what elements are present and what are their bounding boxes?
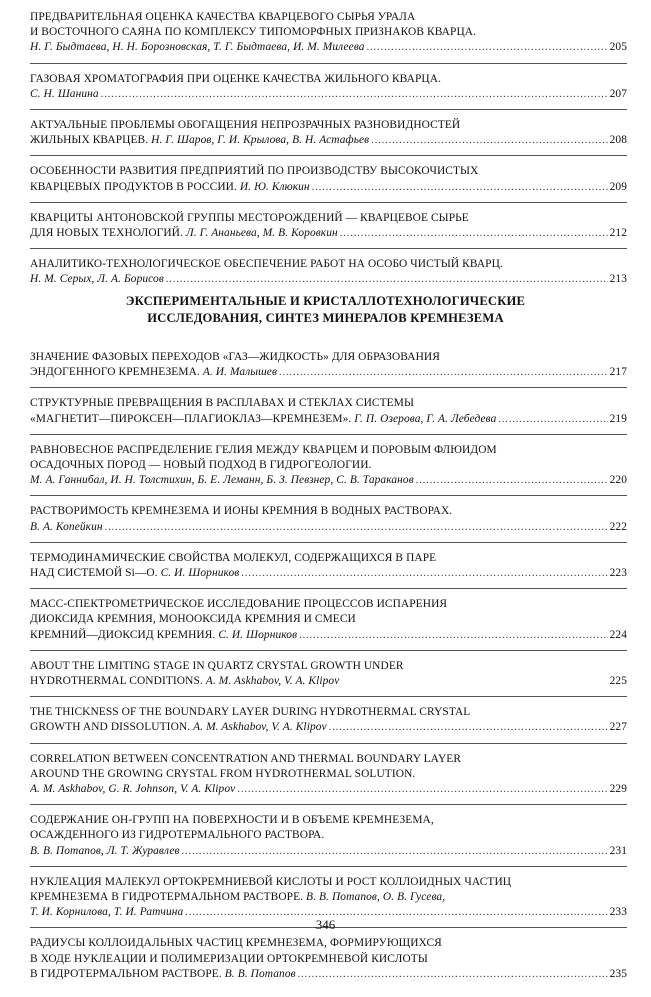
toc-group-1: [0, 10, 651, 303]
toc-entry: [30, 257, 627, 294]
entry-title-text: «МАГНЕТИТ—ПИРОКСЕН—ПЛАГИОКЛАЗ—КРЕМНЕЗЕМ».: [30, 412, 352, 425]
entry-leader-line: [30, 720, 627, 735]
entry-authors: В. А. Копейкин: [30, 520, 103, 533]
entry-title-line: ОСАДОЧНЫХ ПОРОД — НОВЫЙ ПОДХОД В ГИДРОГЕОЛОГИИ.: [30, 459, 372, 472]
entry-leader-line: [30, 226, 627, 241]
entry-last-text: [30, 473, 414, 488]
toc-entry: [30, 164, 627, 202]
entry-title-line: И ВОСТОЧНОГО САЯНА ПО КОМПЛЕКСУ ТИПОМОРФНЫХ ПРИЗНАКОВ КВАРЦА.: [30, 26, 477, 39]
entry-leader-line: [30, 180, 627, 195]
entry-leader-line: [30, 967, 627, 982]
entry-authors: В. В. Потапов: [224, 967, 296, 980]
entry-authors: Л. Г. Ананьева, М. В. Коровкин: [185, 227, 338, 240]
entry-page-number: 231: [609, 844, 627, 857]
toc-entry: [30, 350, 627, 388]
entry-title-line: ОСАЖДЕННОГО ИЗ ГИДРОТЕРМАЛЬНОГО РАСТВОРА.: [30, 829, 325, 842]
entry-page-number: 217: [609, 366, 627, 379]
entry-last-text: [30, 720, 327, 735]
dot-leader: [416, 473, 608, 488]
entry-last-text: [30, 365, 277, 380]
entry-leader-line: [30, 628, 627, 643]
dot-leader: [498, 412, 607, 427]
section-heading-line-2: ИССЛЕДОВАНИЯ, СИНТЕЗ МИНЕРАЛОВ КРЕМНЕЗЕМА: [147, 311, 504, 325]
entry-last-text: [30, 844, 180, 859]
entry-title-line: ОСОБЕННОСТИ РАЗВИТИЯ ПРЕДПРИЯТИЙ ПО ПРОИЗВОДСТВУ ВЫСОКОЧИСТЫХ: [30, 165, 479, 178]
entry-authors: Н. Г. Шаров, Г. И. Крылова, В. Н. Астафьев: [151, 134, 370, 147]
entry-leader-line: [30, 782, 627, 797]
entry-authors: Г. П. Озерова, Г. А. Лебедева: [354, 412, 497, 425]
dot-leader: [299, 628, 608, 643]
entry-leader-line: [30, 412, 627, 427]
entry-last-text: [30, 967, 296, 982]
entry-authors: В. В. Потапов, О. В. Гусева,: [306, 891, 446, 904]
entry-title-text: КРЕМНИЙ—ДИОКСИД КРЕМНИЯ.: [30, 628, 216, 641]
dot-leader: [367, 40, 608, 55]
entry-last-text: [30, 40, 365, 55]
entry-title-line: CORRELATION BETWEEN CONCENTRATION AND THERMAL BOUNDARY LAYER: [30, 752, 462, 765]
entry-last-text: [30, 180, 310, 195]
dot-leader: [312, 180, 608, 195]
entry-title-line: ГАЗОВАЯ ХРОМАТОГРАФИЯ ПРИ ОЦЕНКЕ КАЧЕСТВА ЖИЛЬНОГО КВАРЦА.: [30, 72, 442, 85]
dot-leader: [182, 844, 608, 859]
entry-page-number: 208: [609, 134, 627, 147]
entry-title-line: АНАЛИТИКО-ТЕХНОЛОГИЧЕСКОЕ ОБЕСПЕЧЕНИЕ РАБОТ НА ОСОБО ЧИСТЫЙ КВАРЦ.: [30, 258, 503, 271]
section-heading-line-1: ЭКСПЕРИМЕНТАЛЬНЫЕ И КРИСТАЛЛОТЕХНОЛОГИЧЕСКИЕ: [125, 294, 526, 308]
entry-leader-line: [30, 87, 627, 102]
toc-entry: [30, 211, 627, 249]
entry-title-line: ЗНАЧЕНИЕ ФАЗОВЫХ ПЕРЕХОДОВ «ГАЗ—ЖИДКОСТЬ» ДЛЯ ОБРАЗОВАНИЯ: [30, 351, 440, 363]
entry-title-line: ПРЕДВАРИТЕЛЬНАЯ ОЦЕНКА КАЧЕСТВА КВАРЦЕВОГО СЫРЬЯ УРАЛА: [30, 11, 416, 23]
entry-page-number: 224: [609, 628, 627, 641]
toc-entry: [30, 936, 627, 989]
toc-entry: [30, 597, 627, 651]
entry-authors: С. И. Шорников: [160, 567, 240, 580]
toc-entry: [30, 443, 627, 497]
toc-entry: [30, 813, 627, 867]
dot-leader: [105, 520, 608, 535]
entry-title-text: КВАРЦЕВЫХ ПРОДУКТОВ В РОССИИ.: [30, 180, 237, 193]
entry-page-number: 220: [609, 474, 627, 487]
entry-last-text: [30, 628, 297, 643]
entry-page-number: 227: [609, 721, 627, 734]
toc-group-2: [0, 350, 651, 997]
toc-entry: [30, 705, 627, 743]
dot-leader: [298, 967, 608, 982]
entry-title-text: GROWTH AND DISSOLUTION.: [30, 721, 191, 734]
dot-leader: [241, 566, 607, 581]
entry-title-text: HYDROTHERMAL CONDITIONS.: [30, 675, 203, 688]
toc-entry: [30, 396, 627, 434]
entry-authors: А. И. Малышев: [202, 366, 277, 379]
entry-leader-line: [30, 674, 627, 689]
entry-leader-line: [30, 40, 627, 55]
dot-leader: [279, 365, 608, 380]
entry-page-number: 219: [609, 412, 627, 425]
entry-page-number: 207: [609, 87, 627, 100]
dot-leader: [340, 226, 608, 241]
entry-authors: Н. Г. Быдтаева, Н. Н. Борозновская, Т. Г. Быдтаева, И. М. Милеева: [30, 41, 365, 54]
entry-last-text: [30, 782, 235, 797]
entry-authors: A. M. Askhabov, V. A. Klipov: [205, 675, 340, 688]
entry-authors: М. А. Ганнибал, И. Н. Толстихин, Б. Е. Леманн, Б. З. Певзнер, С. В. Тараканов: [30, 474, 414, 487]
toc-entry: [30, 752, 627, 806]
entry-page-number: 212: [609, 227, 627, 240]
entry-authors: A. M. Askhabov, G. R. Johnson, V. A. Klipov: [30, 783, 236, 796]
entry-leader-line: [30, 566, 627, 581]
toc-entry: [30, 118, 627, 156]
entry-title-line: СТРУКТУРНЫЕ ПРЕВРАЩЕНИЯ В РАСПЛАВАХ И СТЕКЛАХ СИСТЕМЫ: [30, 397, 414, 410]
entry-page-number: 233: [609, 906, 627, 919]
dot-leader: [101, 87, 608, 102]
entry-last-text: [30, 133, 369, 148]
entry-last-text: [30, 87, 99, 102]
entry-title-text: КРЕМНЕЗЕМА В ГИДРОТЕРМАЛЬНОМ РАСТВОРЕ.: [30, 891, 304, 904]
entry-title-line: КВАРЦИТЫ АНТОНОВСКОЙ ГРУППЫ МЕСТОРОЖДЕНИЙ — КВАРЦЕВОЕ СЫРЬЕ: [30, 211, 469, 224]
toc-entry: [30, 10, 627, 64]
entry-title-text: ДЛЯ НОВЫХ ТЕХНОЛОГИЙ.: [30, 227, 183, 240]
dot-leader: [371, 133, 607, 148]
entry-title-line: РАДИУСЫ КОЛЛОИДАЛЬНЫХ ЧАСТИЦ КРЕМНЕЗЕМА, ФОРМИРУЮЩИХСЯ: [30, 937, 442, 950]
page-number: 346: [315, 917, 336, 932]
entry-leader-line: [30, 365, 627, 380]
entry-title-line: [30, 890, 627, 905]
entry-title-line: В ХОДЕ НУКЛЕАЦИИ И ПОЛИМЕРИЗАЦИИ ОРТОКРЕМНЕВОЙ КИСЛОТЫ: [30, 952, 428, 965]
entry-title-text: ЭНДОГЕННОГО КРЕМНЕЗЕМА.: [30, 366, 200, 379]
toc-entry: [30, 504, 627, 542]
entry-authors: С. И. Шорников: [218, 628, 298, 641]
entry-last-text: [30, 272, 164, 287]
entry-title-line: РАВНОВЕСНОЕ РАСПРЕДЕЛЕНИЕ ГЕЛИЯ МЕЖДУ КВАРЦЕМ И ПОРОВЫМ ФЛЮИДОМ: [30, 443, 497, 456]
entry-authors: В. В. Потапов, Л. Т. Журавлев: [30, 844, 180, 857]
entry-title-line: ТЕРМОДИНАМИЧЕСКИЕ СВОЙСТВА МОЛЕКУЛ, СОДЕРЖАЩИХСЯ В ПАРЕ: [30, 551, 437, 564]
entry-title-text: НАД СИСТЕМОЙ Si—O.: [30, 567, 158, 580]
entry-title-text: В ГИДРОТЕРМАЛЬНОМ РАСТВОРЕ.: [30, 967, 222, 980]
entry-authors: Н. М. Серых, Л. А. Борисов: [30, 273, 164, 286]
entry-page-number: 223: [609, 567, 627, 580]
entry-page-number: 205: [609, 41, 627, 54]
entry-page-number: 213: [609, 273, 627, 286]
entry-title-line: НУКЛЕАЦИЯ МАЛЕКУЛ ОРТОКРЕМНИЕВОЙ КИСЛОТЫ И РОСТ КОЛЛОИДНЫХ ЧАСТИЦ: [30, 875, 512, 888]
dot-leader: [166, 272, 608, 287]
entry-title-text: ЖИЛЬНЫХ КВАРЦЕВ.: [30, 134, 149, 147]
entry-title-line: ДИОКСИДА КРЕМНИЯ, МОНООКСИДА КРЕМНИЯ И СМЕСИ: [30, 613, 356, 626]
entry-leader-line: [30, 133, 627, 148]
toc-entry: [30, 551, 627, 589]
entry-title-line: АКТУАЛЬНЫЕ ПРОБЛЕМЫ ОБОГАЩЕНИЯ НЕПРОЗРАЧНЫХ РАЗНОВИДНОСТЕЙ: [30, 119, 461, 132]
entry-leader-line: [30, 520, 627, 535]
entry-page-number: 225: [609, 675, 627, 688]
entry-last-text: [30, 520, 103, 535]
entry-page-number: 235: [609, 967, 627, 980]
entry-last-text: [30, 412, 496, 427]
entry-last-text: [30, 674, 339, 689]
entry-last-text: [30, 566, 239, 581]
entry-title-line: AROUND THE GROWING CRYSTAL FROM HYDROTHERMAL SOLUTION.: [30, 767, 416, 780]
toc-entry: [30, 659, 627, 697]
entry-last-text: [30, 226, 338, 241]
dot-leader: [329, 720, 608, 735]
dot-leader: [237, 782, 607, 797]
entry-authors: Т. И. Корнилова, Т. И. Ратчина: [30, 906, 184, 919]
toc-entry: [30, 72, 627, 110]
entry-page-number: 222: [609, 520, 627, 533]
entry-authors: И. Ю. Клюкин: [239, 180, 310, 193]
entry-title-line: РАСТВОРИМОСТЬ КРЕМНЕЗЕМА И ИОНЫ КРЕМНИЯ В ВОДНЫХ РАСТВОРАХ.: [30, 505, 453, 518]
entry-title-line: ABOUT THE LIMITING STAGE IN QUARTZ CRYSTAL GROWTH UNDER: [30, 659, 404, 672]
entry-title-line: THE THICKNESS OF THE BOUNDARY LAYER DURING HYDROTHERMAL CRYSTAL: [30, 706, 471, 719]
entry-title-line: СОДЕРЖАНИЕ ОН-ГРУПП НА ПОВЕРХНОСТИ И В ОБЪЕМЕ КРЕМНЕЗЕМА,: [30, 814, 434, 827]
entry-leader-line: [30, 473, 627, 488]
entry-page-number: 209: [609, 180, 627, 193]
entry-authors: С. Н. Шанина: [30, 87, 99, 100]
entry-title-line: МАСС-СПЕКТРОМЕТРИЧЕСКОЕ ИССЛЕДОВАНИЕ ПРОЦЕССОВ ИСПАРЕНИЯ: [30, 598, 448, 611]
entry-page-number: 229: [609, 783, 627, 796]
entry-authors: A. M. Askhabov, V. A. Klipov: [193, 721, 327, 734]
entry-leader-line: [30, 272, 627, 287]
section-heading: [0, 293, 651, 327]
entry-leader-line: [30, 844, 627, 859]
